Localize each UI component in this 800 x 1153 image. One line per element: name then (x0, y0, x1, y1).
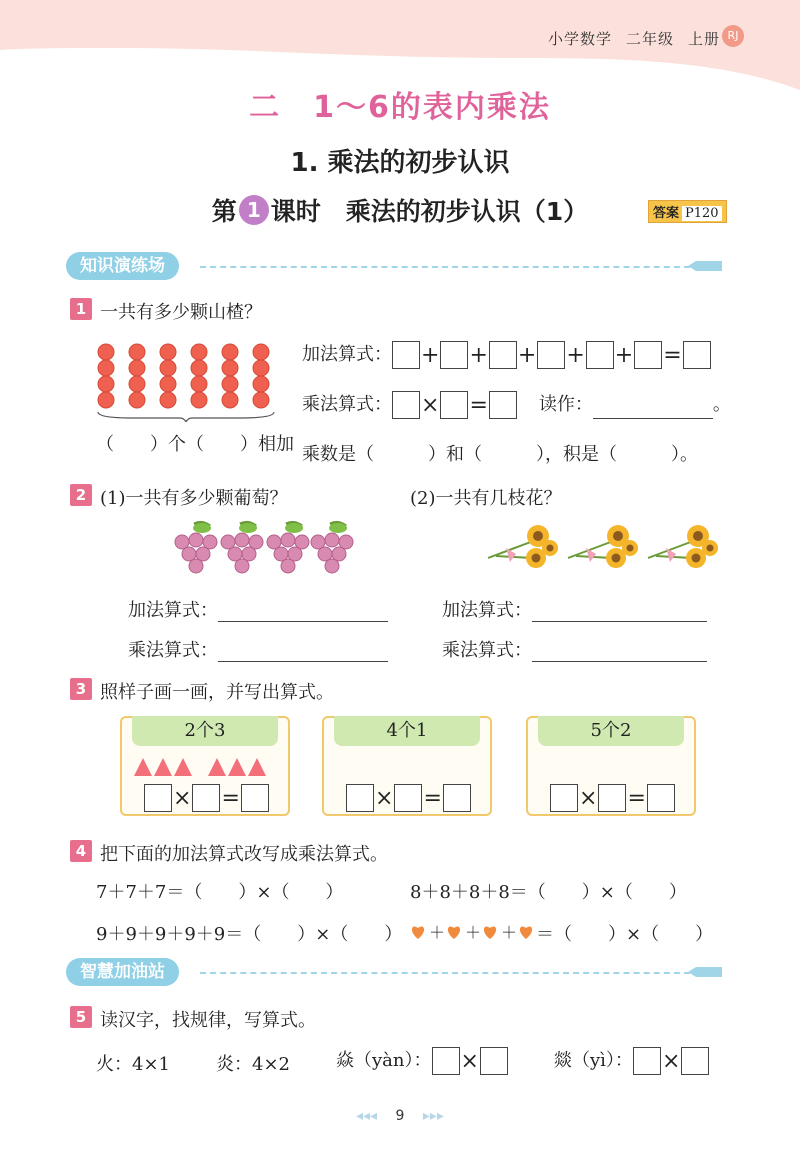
read-answer-line[interactable] (593, 398, 713, 419)
heart-icon (518, 923, 536, 943)
q2-flower-mul-row (442, 636, 707, 662)
q5-char-4: 燚（yì）： (554, 1050, 633, 1071)
pencil-icon (688, 966, 724, 978)
lesson-number: 1 (239, 195, 269, 225)
section-banner-practice: 知识演练场 (66, 252, 179, 280)
footer-left-arrows: ◂◂◂ (355, 1108, 378, 1124)
answer-box[interactable] (443, 784, 471, 812)
q1-factors: 乘数是（ ）和（ ），积是（ ）。 (302, 444, 698, 465)
answer-box[interactable] (394, 784, 422, 812)
section-banner-challenge: 智慧加油站 (66, 958, 179, 986)
answer-line[interactable] (218, 639, 388, 662)
answer-box[interactable] (586, 341, 614, 369)
q5-char-2: 炎：4×2 (216, 1054, 290, 1075)
question-number-4: 4 (70, 840, 92, 862)
lesson-prefix: 第 (211, 197, 237, 226)
header-grade: 二年级 (625, 30, 674, 48)
answer-box[interactable] (537, 341, 565, 369)
q1-prompt: 一共有多少颗山楂？ (100, 302, 262, 323)
lesson-suffix: 课时 乘法的初步认识（1） (270, 197, 589, 226)
question-number-3: 3 (70, 678, 92, 700)
answer-box[interactable] (480, 1047, 508, 1075)
q2-grape-mul-row (128, 636, 388, 662)
svg-text:＋: ＋ (429, 923, 446, 942)
q1-add-label: 加法算式： (302, 344, 392, 365)
header-volume: 上册 (687, 30, 720, 48)
answer-box[interactable] (241, 784, 269, 812)
answer-reference (648, 200, 727, 223)
answer-box[interactable] (192, 784, 220, 812)
drawing-card[interactable]: 5个2 × = (526, 716, 696, 816)
section-title: 1. 乘法的初步认识 (290, 148, 510, 178)
q2-add-label: 加法算式： (128, 600, 218, 621)
triangle-drawing (134, 758, 268, 780)
question-number-2: 2 (70, 484, 92, 506)
heart-icon (410, 923, 518, 943)
q5-char-1: 火：4×1 (96, 1054, 170, 1075)
answer-box[interactable] (489, 341, 517, 369)
q4-prompt: 把下面的加法算式改写成乘法算式。 (100, 844, 388, 865)
answer-line[interactable] (532, 599, 707, 622)
example-card: 2个3 × = (120, 716, 290, 816)
page-number: 9 (395, 1108, 405, 1124)
q1-caption: （ ）个（ ）相加 (96, 434, 294, 455)
answer-line[interactable] (532, 639, 707, 662)
q4-expression-4[interactable] (410, 920, 713, 946)
svg-text:＋: ＋ (501, 923, 518, 942)
question-number-5: 5 (70, 1006, 92, 1028)
answer-box[interactable] (489, 391, 517, 419)
q4-expression-2[interactable]: 8＋8＋8＋8＝（ ）×（ ） (410, 882, 687, 903)
page-footer (0, 1108, 800, 1124)
answer-line[interactable] (218, 599, 388, 622)
hawthorn-skewers-image (92, 340, 282, 422)
q1-read-label: 读作： (538, 394, 593, 415)
answer-box[interactable] (346, 784, 374, 812)
question-number-1: 1 (70, 298, 92, 320)
banner-divider (200, 972, 690, 974)
svg-text:＋: ＋ (465, 923, 482, 942)
unit-title: 二 1～6的表内乘法 (249, 90, 551, 125)
answer-box[interactable] (634, 341, 662, 369)
banner-divider (200, 266, 690, 268)
answer-box[interactable] (647, 784, 675, 812)
answer-box[interactable] (144, 784, 172, 812)
q2-grape-add-row (128, 596, 388, 622)
answer-page: P120 (682, 206, 722, 221)
answer-box[interactable] (392, 341, 420, 369)
q4-expression-3[interactable]: 9＋9＋9＋9＋9＝（ ）×（ ） (96, 924, 403, 945)
q1-read-end: 。 (712, 394, 731, 415)
answer-label: 答案 (653, 206, 680, 221)
q4-expression-4-text: ＝（ ）×（ ） (536, 924, 714, 945)
q5-prompt: 读汉字，找规律，写算式。 (100, 1010, 316, 1031)
drawing-card[interactable]: 4个1 × = (322, 716, 492, 816)
answer-box[interactable] (392, 391, 420, 419)
answer-box[interactable] (683, 341, 711, 369)
sunflowers-image (486, 518, 720, 574)
q1-multiplication-row: 乘法算式： × = 读作： 。 (302, 392, 731, 418)
q2-mul-label-2: 乘法算式： (442, 640, 532, 661)
header-subject: 小学数学 (547, 30, 612, 48)
card-label: 4个1 (334, 716, 480, 746)
q2-flower-add-row (442, 596, 707, 622)
answer-box[interactable] (633, 1047, 661, 1075)
q4-expression-1[interactable]: 7＋7＋7＝（ ）×（ ） (96, 882, 344, 903)
q5-char-4-row: 燚（yì）： × (554, 1046, 709, 1075)
answer-box[interactable] (598, 784, 626, 812)
header-info (534, 28, 720, 49)
q2-prompt-flowers: (2)一共有几枝花？ (410, 488, 562, 509)
q1-mul-label: 乘法算式： (302, 394, 392, 415)
q5-char-3-row: 焱（yàn）： × (336, 1046, 508, 1075)
answer-box[interactable] (681, 1047, 709, 1075)
grapes-image (172, 520, 354, 576)
q2-mul-label: 乘法算式： (128, 640, 218, 661)
q5-char-3: 焱（yàn）： (336, 1050, 432, 1071)
answer-box[interactable] (550, 784, 578, 812)
q3-prompt: 照样子画一画，并写出算式。 (100, 682, 334, 703)
pencil-icon (688, 260, 724, 272)
answer-box[interactable] (432, 1047, 460, 1075)
card-label: 2个3 (132, 716, 278, 746)
q1-addition-row: 加法算式： + + + + + = (302, 340, 711, 369)
footer-right-arrows: ▸▸▸ (422, 1108, 444, 1124)
edition-badge: RJ (722, 25, 744, 47)
answer-box[interactable] (440, 341, 468, 369)
q2-prompt-grapes: (1)一共有多少颗葡萄？ (100, 488, 288, 509)
q2-add-label-2: 加法算式： (442, 600, 532, 621)
answer-box[interactable] (440, 391, 468, 419)
card-label: 5个2 (538, 716, 684, 746)
